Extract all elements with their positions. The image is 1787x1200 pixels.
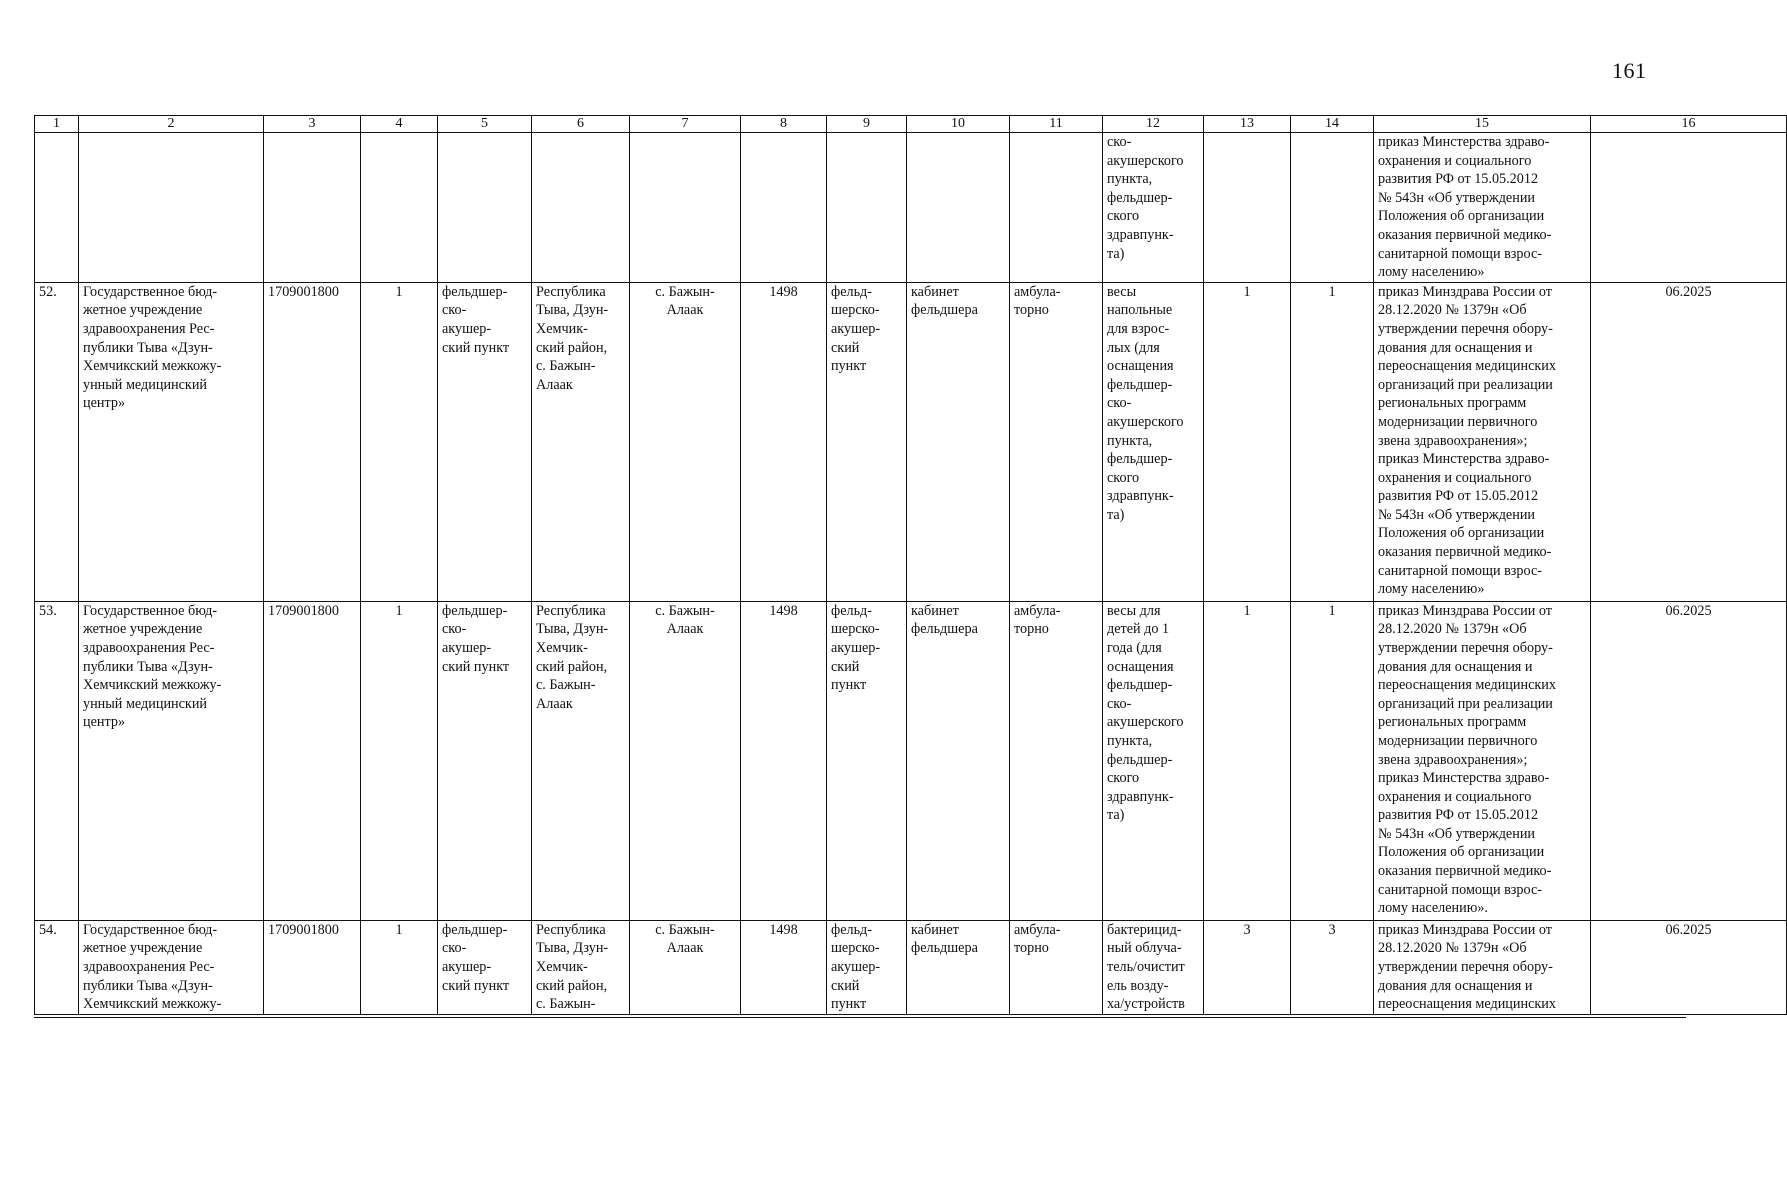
- column-number: 5: [438, 116, 532, 133]
- cell-empty: [1291, 133, 1374, 283]
- column-number: 8: [741, 116, 827, 133]
- cell-legal-basis: приказ Минстерства здраво- охранения и социального развития РФ от 15.05.2012 № 543н «Об утверждении Положения об организации оказания первичной медико- санитарной помощи взрос- лому населению»: [1374, 133, 1591, 283]
- cell-organization: Государственное бюд- жетное учреждение здравоохранения Рес- публики Тыва «Дзун- Хемчикский межкожу- унный медицинский центр»: [79, 282, 264, 601]
- continuation-row: [35, 133, 1787, 283]
- cell-empty: [532, 133, 630, 283]
- cell-purchase: 1: [1291, 601, 1374, 920]
- column-number: 2: [79, 116, 264, 133]
- cell-address: Республика Тыва, Дзун- Хемчик- ский район, с. Бажын-: [532, 920, 630, 1014]
- cell-equipment: бактерицид- ный облуча- тель/очистит ель возду- ха/устройств: [1103, 920, 1204, 1014]
- table-row: [35, 601, 1787, 920]
- cell-facility-type: фельдшер- ско- акушер- ский пункт: [438, 282, 532, 601]
- cell-row-number: 53.: [35, 601, 79, 920]
- cell-empty: [827, 133, 907, 283]
- column-number: 6: [532, 116, 630, 133]
- cell-settlement: с. Бажын- Алаак: [630, 601, 741, 920]
- cell-empty: [35, 133, 79, 283]
- cell-purchase: 3: [1291, 920, 1374, 1014]
- cell-mode: амбула- торно: [1010, 601, 1103, 920]
- cell-quantity: 1: [361, 920, 438, 1014]
- column-number: 15: [1374, 116, 1591, 133]
- page-number: 161: [1612, 58, 1647, 83]
- cell-organization: Государственное бюд- жетное учреждение здравоохранения Рес- публики Тыва «Дзун- Хемчикский межкожу- унный медицинский центр»: [79, 601, 264, 920]
- document-table-container: [34, 115, 1712, 1018]
- cell-empty: [1591, 133, 1787, 283]
- column-number: 14: [1291, 116, 1374, 133]
- cell-empty: [79, 133, 264, 283]
- cell-mode: амбула- торно: [1010, 282, 1103, 601]
- cell-date: 06.2025: [1591, 282, 1787, 601]
- cell-mode: амбула- торно: [1010, 920, 1103, 1014]
- cell-facility-type: фельдшер- ско- акушер- ский пункт: [438, 601, 532, 920]
- cell-unit: фельд- шерско- акушер- ский пункт: [827, 282, 907, 601]
- table-row: [35, 920, 1787, 1014]
- cell-unit: фельд- шерско- акушер- ский пункт: [827, 920, 907, 1014]
- cell-need: 3: [1204, 920, 1291, 1014]
- cell-quantity: 1: [361, 601, 438, 920]
- column-number: 13: [1204, 116, 1291, 133]
- column-number: 12: [1103, 116, 1204, 133]
- cell-quantity: 1: [361, 282, 438, 601]
- cell-inn: 1709001800: [264, 920, 361, 1014]
- cell-need: 1: [1204, 282, 1291, 601]
- cell-legal-basis: приказ Минздрава России от 28.12.2020 № 1379н «Об утверждении перечня обору- дования для оснащения и переоснащения медицинских организаций при реализации региональных программ модернизации первичного звена здравоохранения»; приказ Минстерства здраво- охранения и социального развития РФ от 15.05.2012 № 543н «Об утверждении Положения об организации оказания первичной медико- санитарной помощи взрос- лому населению»: [1374, 282, 1591, 601]
- cell-inn: 1709001800: [264, 601, 361, 920]
- cell-address: Республика Тыва, Дзун- Хемчик- ский район, с. Бажын- Алаак: [532, 282, 630, 601]
- column-number: 16: [1591, 116, 1787, 133]
- column-number: 9: [827, 116, 907, 133]
- cell-equipment: весы напольные для взрос- лых (для оснащения фельдшер- ско- акушерского пункта, фельдшер- ского здравпунк- та): [1103, 282, 1204, 601]
- cell-unit: фельд- шерско- акушер- ский пункт: [827, 601, 907, 920]
- cell-row-number: 54.: [35, 920, 79, 1014]
- cell-room: кабинет фельдшера: [907, 282, 1010, 601]
- equipment-table: [34, 115, 1787, 1015]
- cell-population: 1498: [741, 601, 827, 920]
- cell-room: кабинет фельдшера: [907, 920, 1010, 1014]
- cell-purchase: 1: [1291, 282, 1374, 601]
- table-row: [35, 282, 1787, 601]
- cell-empty: [630, 133, 741, 283]
- cell-facility-type: фельдшер- ско- акушер- ский пункт: [438, 920, 532, 1014]
- cell-population: 1498: [741, 282, 827, 601]
- column-number: 4: [361, 116, 438, 133]
- cell-inn: 1709001800: [264, 282, 361, 601]
- column-number: 7: [630, 116, 741, 133]
- cell-empty: [264, 133, 361, 283]
- column-number: 3: [264, 116, 361, 133]
- cell-need: 1: [1204, 601, 1291, 920]
- cell-empty: [907, 133, 1010, 283]
- cell-room: кабинет фельдшера: [907, 601, 1010, 920]
- cell-empty: [741, 133, 827, 283]
- cell-equipment: весы для детей до 1 года (для оснащения фельдшер- ско- акушерского пункта, фельдшер- ского здравпунк- та): [1103, 601, 1204, 920]
- column-number: 11: [1010, 116, 1103, 133]
- column-number: 1: [35, 116, 79, 133]
- cell-settlement: с. Бажын- Алаак: [630, 920, 741, 1014]
- column-number-row: [35, 116, 1787, 133]
- cell-empty: [361, 133, 438, 283]
- cell-row-number: 52.: [35, 282, 79, 601]
- cell-equipment: ско- акушерского пункта, фельдшер- ского здравпунк- та): [1103, 133, 1204, 283]
- cell-date: 06.2025: [1591, 920, 1787, 1014]
- cell-address: Республика Тыва, Дзун- Хемчик- ский район, с. Бажын- Алаак: [532, 601, 630, 920]
- cell-date: 06.2025: [1591, 601, 1787, 920]
- column-number: 10: [907, 116, 1010, 133]
- cell-settlement: с. Бажын- Алаак: [630, 282, 741, 601]
- cell-population: 1498: [741, 920, 827, 1014]
- cell-legal-basis: приказ Минздрава России от 28.12.2020 № 1379н «Об утверждении перечня обору- дования для оснащения и переоснащения медицинских организаций при реализации региональных программ модернизации первичного звена здравоохранения»; приказ Минстерства здраво- охранения и социального развития РФ от 15.05.2012 № 543н «Об утверждении Положения об организации оказания первичной медико- санитарной помощи взрос- лому населению».: [1374, 601, 1591, 920]
- cell-empty: [1010, 133, 1103, 283]
- cell-empty: [438, 133, 532, 283]
- cell-organization: Государственное бюд- жетное учреждение здравоохранения Рес- публики Тыва «Дзун- Хемчикский межкожу-: [79, 920, 264, 1014]
- cell-legal-basis: приказ Минздрава России от 28.12.2020 № 1379н «Об утверждении перечня обору- дования для оснащения и переоснащения медицинских: [1374, 920, 1591, 1014]
- cell-empty: [1204, 133, 1291, 283]
